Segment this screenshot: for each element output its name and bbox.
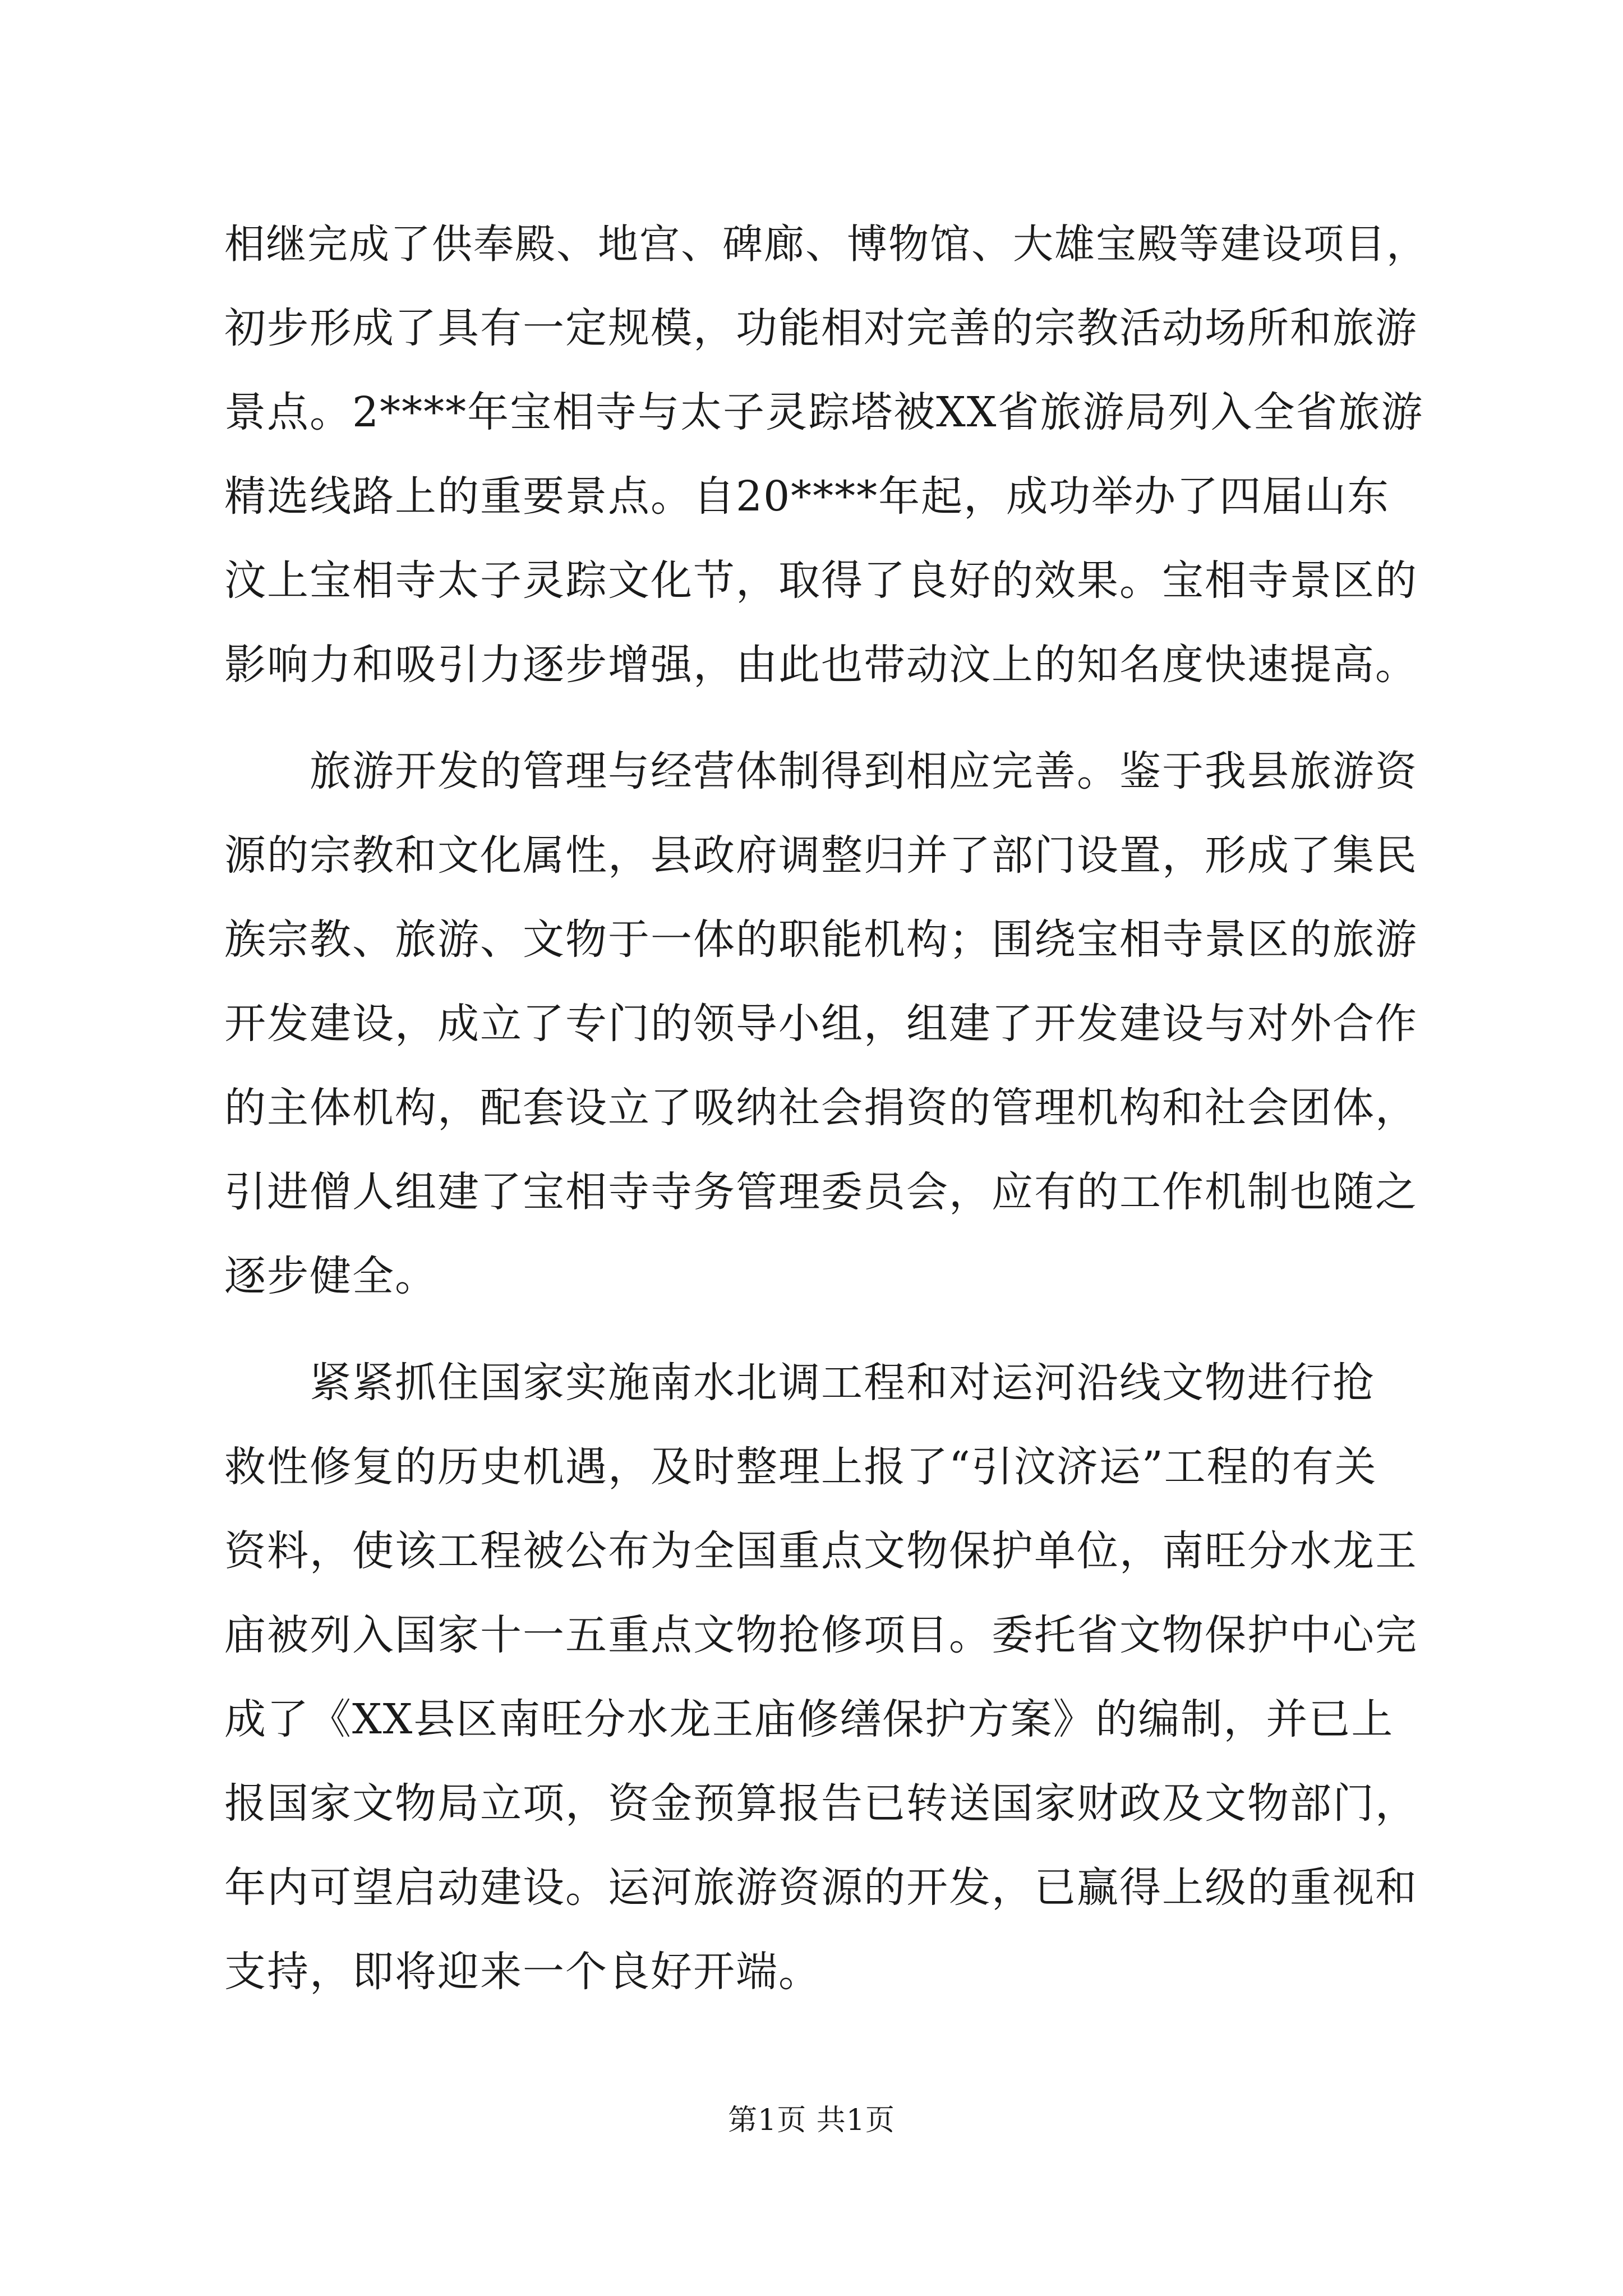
text-line: 族宗教、旅游、文物于一体的职能机构；围绕宝相寺景区的旅游 [224, 915, 1418, 964]
text-line: 汶上宝相寺太子灵踪文化节，取得了良好的效果。宝相寺景区的 [224, 556, 1418, 605]
text-line: 源的宗教和文化属性，县政府调整归并了部门设置，形成了集民 [224, 831, 1418, 880]
text-line: 紧紧抓住国家实施南水北调工程和对运河沿线文物进行抢 [224, 1359, 1375, 1407]
text-line: 救性修复的历史机遇，及时整理上报了“引汶济运”工程的有关 [224, 1443, 1377, 1491]
text-line: 庙被列入国家十一五重点文物抢修项目。委托省文物保护中心完 [224, 1611, 1418, 1659]
text-line: 景点。2****年宝相寺与太子灵踪塔被XX省旅游局列入全省旅游 [224, 388, 1424, 436]
text-line: 开发建设，成立了专门的领导小组，组建了开发建设与对外合作 [224, 1000, 1418, 1048]
paragraph-spacer [224, 1318, 1436, 1341]
text-line: 精选线路上的重要景点。自20****年起，成功举办了四届山东 [224, 472, 1390, 521]
text-line: 影响力和吸引力逐步增强，由此也带动汶上的知名度快速提高。 [224, 641, 1418, 689]
page-footer: 第1页 共1页 [728, 2104, 895, 2137]
paragraph-3 [224, 1341, 1436, 2014]
text-line: 引进僧人组建了宝相寺寺务管理委员会，应有的工作机制也随之 [224, 1168, 1418, 1216]
text-line: 旅游开发的管理与经营体制得到相应完善。鉴于我县旅游资 [224, 747, 1418, 795]
text-line: 年内可望启动建设。运河旅游资源的开发，已赢得上级的重视和 [224, 1864, 1418, 1912]
text-line: 初步形成了具有一定规模，功能相对完善的宗教活动场所和旅游 [224, 304, 1418, 352]
paragraph-2 [224, 729, 1436, 1318]
document-body [224, 202, 1436, 2014]
text-line: 逐步健全。 [224, 1252, 437, 1300]
text-line: 报国家文物局立项，资金预算报告已转送国家财政及文物部门， [224, 1779, 1418, 1828]
text-line: 成了《XX县区南旺分水龙王庙修缮保护方案》的编制，并已上 [224, 1695, 1394, 1743]
text-line: 相继完成了供奉殿、地宫、碑廊、博物馆、大雄宝殿等建设项目， [224, 220, 1428, 268]
text-line: 支持，即将迎来一个良好开端。 [224, 1948, 821, 1996]
paragraph-1 [224, 202, 1436, 707]
text-line: 的主体机构，配套设立了吸纳社会捐资的管理机构和社会团体， [224, 1084, 1418, 1132]
text-line: 资料，使该工程被公布为全国重点文物保护单位，南旺分水龙王 [224, 1527, 1418, 1575]
paragraph-spacer [224, 707, 1436, 729]
